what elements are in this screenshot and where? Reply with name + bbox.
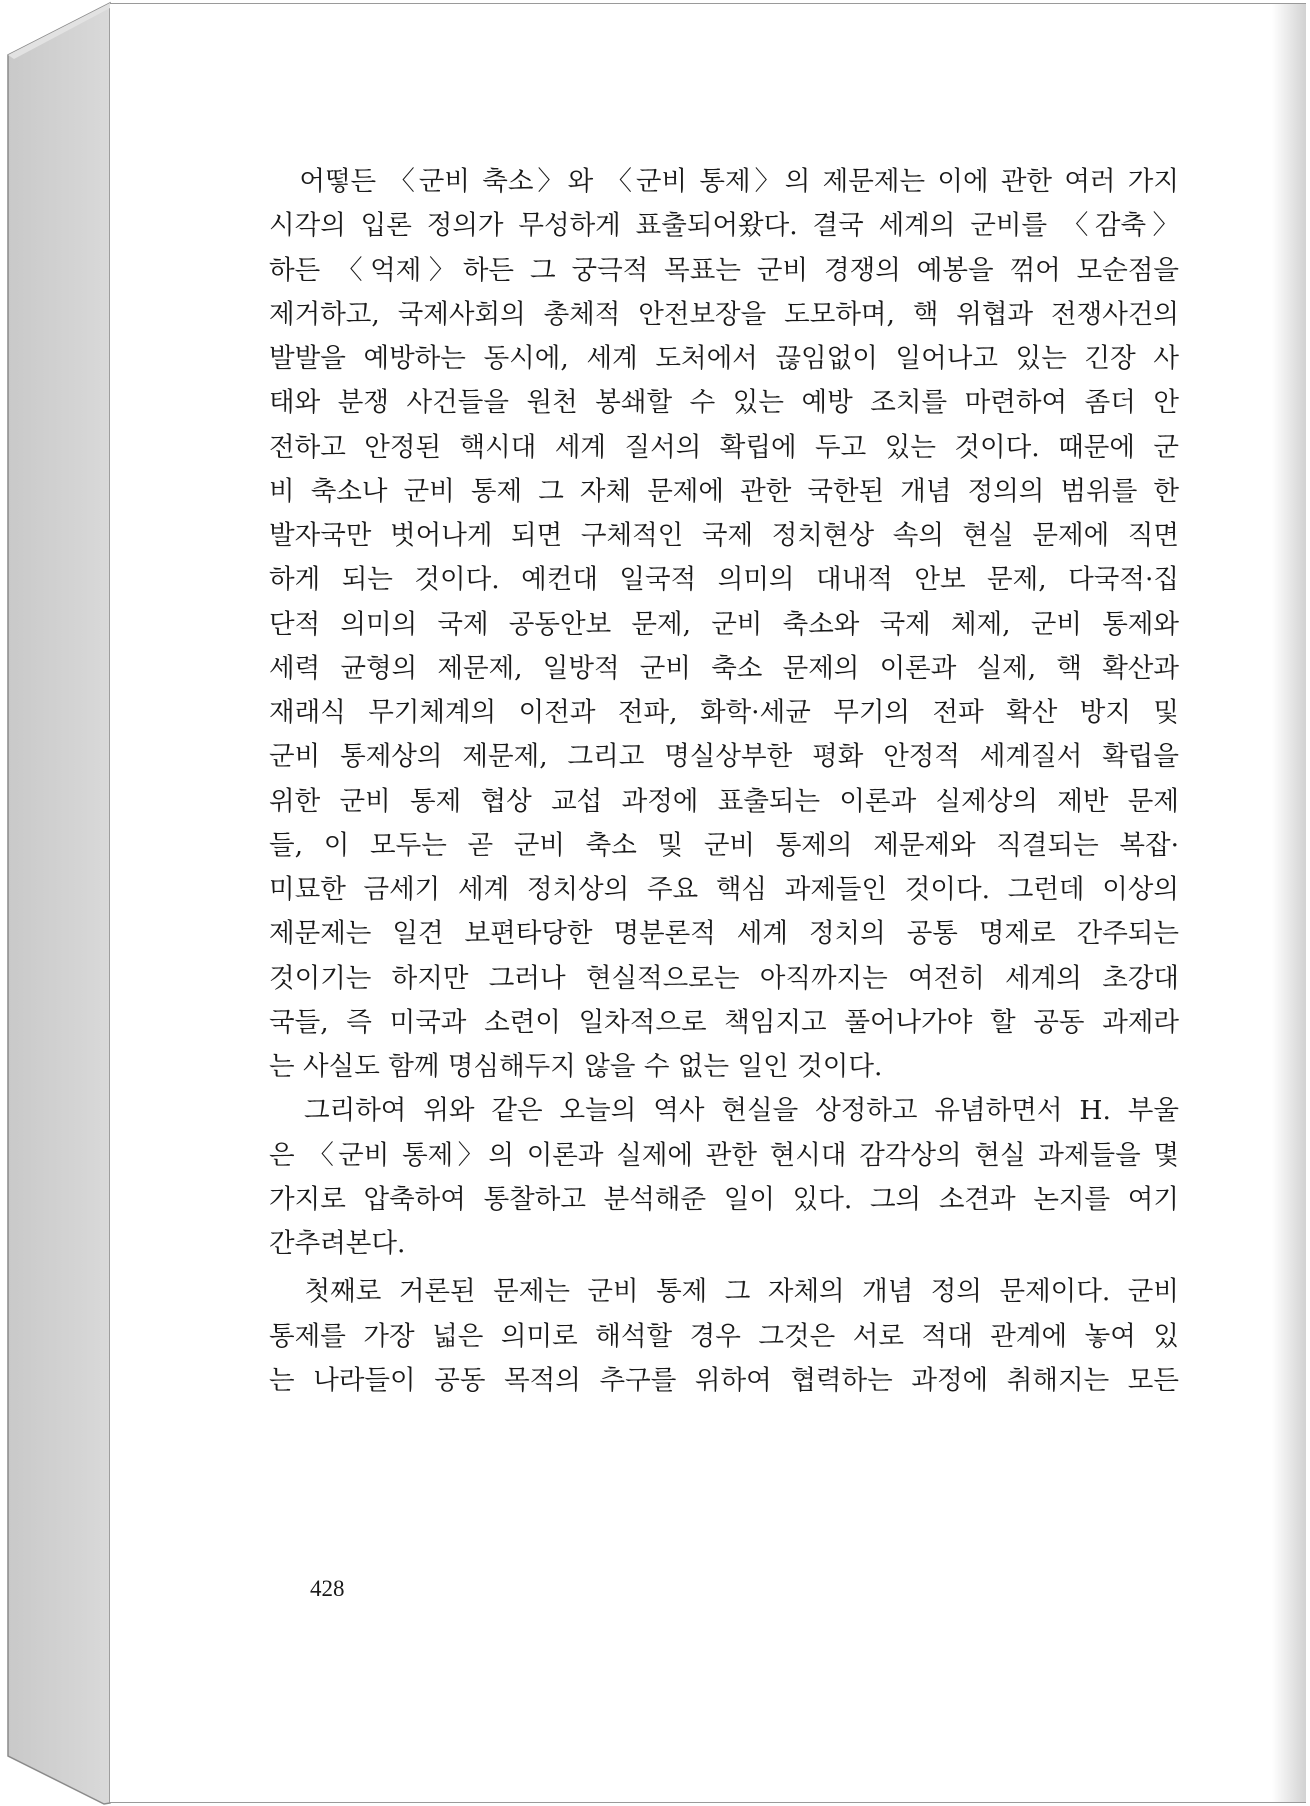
paragraph xyxy=(269,160,1179,1089)
text-line: 첫째로 거론된 문제는 군비 통제 그 자체의 개념 정의 문제이다. 군비 xyxy=(269,1276,1179,1308)
text-line: 미묘한 금세기 세계 정치상의 주요 핵심 과제들인 것이다. 그런데 이상의 xyxy=(269,874,1179,905)
text-line: 그리하여 위와 같은 오늘의 역사 현실을 상정하고 유념하면서 H. 부울 xyxy=(269,1095,1179,1127)
text-line: 것이기는 하지만 그러나 현실적으로는 아직까지는 여전히 세계의 초강대 xyxy=(269,962,1179,994)
text-line: 단적 의미의 국제 공동안보 문제, 군비 축소와 국제 체제, 군비 통제와 xyxy=(269,608,1179,640)
paragraph xyxy=(269,1270,1179,1403)
text-line: 은 〈군비 통제〉의 이론과 실제에 관한 현시대 감각상의 현실 과제들을 몇 xyxy=(269,1139,1179,1171)
text-line: 비 축소나 군비 통제 그 자체 문제에 관한 국한된 개념 정의의 범위를 한 xyxy=(269,475,1179,507)
text-line: 전하고 안정된 핵시대 세계 질서의 확립에 두고 있는 것이다. 때문에 군 xyxy=(269,431,1179,463)
text-line: 는 사실도 함께 명심해두지 않을 수 없는 일인 것이다. xyxy=(269,1051,883,1082)
text-line: 군비 통제상의 제문제, 그리고 명실상부한 평화 안정적 세계질서 확립을 xyxy=(269,741,1179,773)
text-line: 세력 균형의 제문제, 일방적 군비 축소 문제의 이론과 실제, 핵 확산과 xyxy=(269,652,1179,684)
text-line: 위한 군비 통제 협상 교섭 과정에 표출되는 이론과 실제상의 제반 문제 xyxy=(269,785,1179,817)
text-line: 가지로 압축하여 통찰하고 분석해준 일이 있다. 그의 소견과 논지를 여기 xyxy=(269,1183,1179,1215)
text-line: 태와 분쟁 사건들을 원천 봉쇄할 수 있는 예방 조치를 마련하여 좀더 안 xyxy=(269,387,1179,419)
text-line: 제문제는 일견 보편타당한 명분론적 세계 정치의 공통 명제로 간주되는 xyxy=(269,918,1179,950)
text-line: 하든 〈억제〉하든 그 궁극적 목표는 군비 경쟁의 예봉을 꺾어 모순점을 xyxy=(269,254,1179,286)
text-line: 들, 이 모두는 곧 군비 축소 및 군비 통제의 제문제와 직결되는 복잡· xyxy=(269,829,1179,861)
text-line: 어떻든 〈군비 축소〉와 〈군비 통제〉의 제문제는 이에 관한 여러 가지 xyxy=(269,166,1179,197)
text-line: 재래식 무기체계의 이전과 전파, 화학·세균 무기의 전파 확산 방지 및 xyxy=(269,697,1179,728)
text-line: 는 나라들이 공동 목적의 추구를 위하여 협력하는 과정에 취해지는 모든 xyxy=(269,1364,1179,1396)
page-number: 428 xyxy=(310,1576,345,1601)
paragraph xyxy=(269,1089,1179,1266)
text-line: 간추려본다. xyxy=(269,1228,406,1259)
text-line: 통제를 가장 넓은 의미로 해석할 경우 그것은 서로 적대 관계에 놓여 있 xyxy=(269,1320,1179,1352)
body-text xyxy=(269,160,1179,1403)
text-line: 하게 되는 것이다. 예컨대 일국적 의미의 대내적 안보 문제, 다국적·집 xyxy=(269,564,1179,596)
book-spine-edge xyxy=(0,0,112,1806)
text-line: 국들, 즉 미국과 소련이 일차적으로 책임지고 풀어나가야 할 공동 과제라 xyxy=(269,1006,1179,1038)
text-line: 제거하고, 국제사회의 총체적 안전보장을 도모하며, 핵 위협과 전쟁사건의 xyxy=(269,298,1179,330)
text-line: 시각의 입론 정의가 무성하게 표출되어왔다. 결국 세계의 군비를 〈감축〉 xyxy=(269,210,1179,242)
page-edge-shadow xyxy=(1272,4,1306,1802)
text-line: 발자국만 벗어나게 되면 구체적인 국제 정치현상 속의 현실 문제에 직면 xyxy=(269,520,1179,551)
text-line: 발발을 예방하는 동시에, 세계 도처에서 끊임없이 일어나고 있는 긴장 사 xyxy=(269,343,1179,374)
